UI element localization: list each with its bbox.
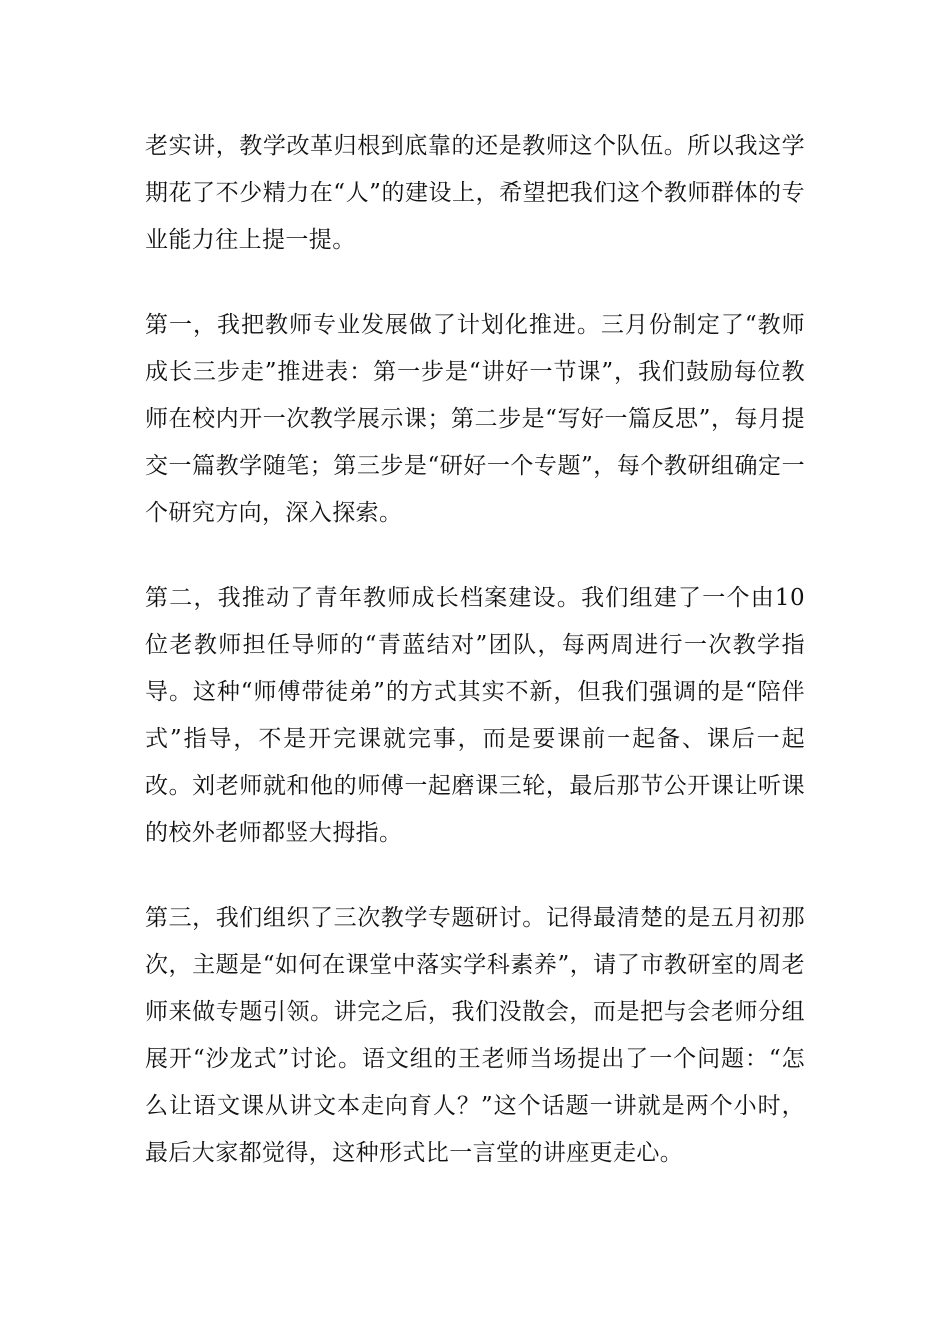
document-body [145, 123, 805, 1215]
paragraph-third: 第三，我们组织了三次教学专题研讨。记得最清楚的是五月初那次，主题是“如何在课堂中落实学科素养”，请了市教研室的周老师来做专题引领。讲完之后，我们没散会，而是把与会老师分组展开“沙龙式”讨论。语文组的王老师当场提出了一个问题：“怎么让语文课从讲文本走向育人？”这个话题一讲就是两个小时，最后大家都觉得，这种形式比一言堂的讲座更走心。 [145, 905, 805, 1166]
paragraph-first: 第一，我把教师专业发展做了计划化推进。三月份制定了“教师成长三步走”推进表：第一步是“讲好一节课”，我们鼓励每位教师在校内开一次教学展示课；第二步是“写好一篇反思”，每月提交一篇教学随笔；第三步是“研好一个专题”，每个教研组确定一个研究方向，深入探索。 [145, 312, 805, 526]
paragraph-second: 第二，我推动了青年教师成长档案建设。我们组建了一个由10位老教师担任导师的“青蓝结对”团队，每两周进行一次教学指导。这种“师傅带徒弟”的方式其实不新，但我们强调的是“陪伴式”指导，不是开完课就完事，而是要课前一起备、课后一起改。刘老师就和他的师傅一起磨课三轮，最后那节公开课让听课的校外老师都竖大拇指。 [145, 585, 805, 846]
paragraph-intro: 老实讲，教学改革归根到底靠的还是教师这个队伍。所以我这学期花了不少精力在“人”的建设上，希望把我们这个教师群体的专业能力往上提一提。 [145, 133, 805, 253]
